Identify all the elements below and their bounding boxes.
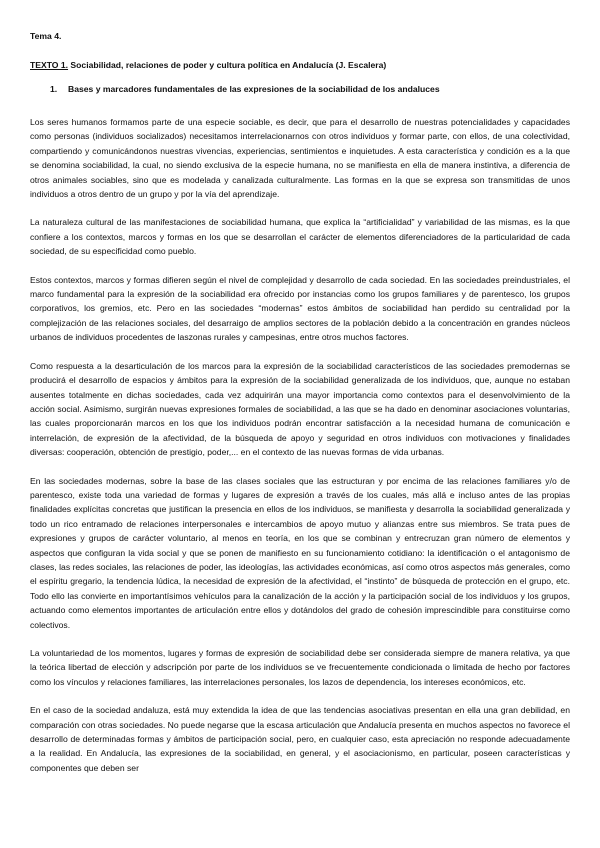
section-number: 1. bbox=[50, 84, 58, 94]
paragraph-6: La voluntariedad de los momentos, lugares y formas de expresión de sociabilidad debe ser considerada siempre de manera relativa, ya que la teórica libertad de elección y adscripción por parte de los individuos se ve frecuentemente condicionada o limitada de hecho por factores como los vínculos y relaciones familiares, las interrelaciones personales, los lazos de dependencia, los intereses económicos, etc. bbox=[30, 648, 570, 687]
paragraph-4: Como respuesta a la desarticulación de los marcos para la expresión de la sociabilidad característicos de las sociedades premodernas se producirá el desarrollo de espacios y ámbitos para la expresión de la sociabilidad generalizada de los individuos, que, aunque no estaban ausentes totalmente en dichas sociedades, cada vez adquirirán una mayor importancia como contextos para el desenvolvimiento de la acción social. Asimismo, surgirán nuevas expresiones formales de sociabilidad, a las que se ha dado en denominar asociaciones voluntarias, las cuales proporcionarán marcos en los que los individuos podrán encontrar satisfacción a la necesidad humana de comunicación e interrelación, de expresión de la afectividad, de la búsqueda de apoyo y seguridad en otros individuos con motivaciones y finalidades diversas: cooperación, obtención de prestigio, poder,... en el contexto de las nuevas formas de vida urbanas. bbox=[30, 360, 570, 458]
paragraph-7: En el caso de la sociedad andaluza, está muy extendida la idea de que las tendencias asociativas presentan en ella una gran debilidad, en comparación con otras sociedades. No puede negarse que la escasa articulación que Andalucía presenta en muchos aspectos no favorece el desarrollo de determinadas formas y ámbitos de participación social, pero, en cualquier caso, esta apreciación no responde adecuadamente a la realidad. En Andalucía, las expresiones de la sociabilidad, en general, y el asociacionismo, en particular, poseen características y componentes que deben ser bbox=[30, 705, 570, 773]
texto-title: Sociabilidad, relaciones de poder y cultura política en Andalucía (J. Escalera) bbox=[68, 60, 387, 70]
paragraph-2: La naturaleza cultural de las manifestaciones de sociabilidad humana, que explica la “artificialidad” y variabilidad de las mismas, es la que confiere a los contextos, marcos y formas en los que se desarrollan el carácter de elementos diferenciadores de la particularidad de cada sociedad, de su especificidad como pueblo. bbox=[30, 217, 570, 257]
section-title: Bases y marcadores fundamentales de las expresiones de la sociabilidad de los andaluces bbox=[68, 84, 440, 94]
paragraph-3: Estos contextos, marcos y formas difieren según el nivel de complejidad y desarrollo de cada sociedad. En las sociedades preindustriales, el marco fundamental para la expresión de la sociabilidad era ofrecido por instancias como los grupos familiares y de parentesco, los grupos corporativos, los gremios, etc. Pero en las sociedades “modernas” estos ámbitos de sociabilidad han perdido su centralidad por la complejización de las relaciones sociales, del desarraigo de amplios sectores de la población debido a la concentración en grandes núcleos urbanos de individuos procedentes de laszonas rurales y campesinas, entre otros muchos factores. bbox=[30, 274, 570, 343]
texto-tag: TEXTO 1. bbox=[30, 60, 69, 70]
tema-heading: Tema 4. bbox=[30, 31, 62, 41]
texto-heading bbox=[30, 59, 570, 71]
paragraph-5: En las sociedades modernas, sobre la base de las clases sociales que las estructuran y por encima de las relaciones familiares y/o de parentesco, existe toda una variedad de formas y lugares de expresión a través de los cuales, más allá e incluso antes de las propias finalidades explícitas concretas que justifican la presencia en ellos de los individuos, se manifiesta y desarrolla la sociabilidad generalizada y todo un rico entramado de relaciones interpersonales e intercambios de apoyo mutuo y alianzas entre sus miembros. Se trata pues de expresiones y grupos de carácter voluntario, al menos en teoría, en los que se combinan y entrecruzan gran número de elementos y aspectos que configuran la vida social y que se ponen de manifiesto en su funcionamiento cotidiano: la identificación o el antagonismo de clases, las redes sociales, las relaciones de poder, las ideologías, las actividades económicas, así como otros aspectos más generales, como el espíritu gregario, la tendencia lúdica, la necesidad de expresión de la afectividad, el “instinto” de búsqueda de protección en el grupo, etc. Todo ello las convierte en importantísimos vehículos para la canalización de la acción y la participación social de los individuos y los grupos, actuando como elementos importantes de articulación entre ellos y dotándolos del grado de cohesión imprescindible para constituirse como colectivos. bbox=[30, 475, 570, 630]
section-heading bbox=[30, 83, 570, 95]
paragraph-1: Los seres humanos formamos parte de una especie sociable, es decir, que para el desarrollo de nuestras potencialidades y capacidades como personas (individuos socializados) necesitamos interrelacionarnos con otros individuos y formar parte, con ellos, de una colectividad, compartiendo y comunicándonos nuestras vivencias, experiencias, sentimientos e inquietudes. A esta característica y condición es a la que se denomina sociabilidad, la cual, no siendo exclusiva de la especie humana, no se manifiesta en ella de manera instintiva, a diferencia de otros animales sociables, sino que es modelada y canalizada culturalmente. Las formas en la que se expresa son transmitidas de unos individuos a otros dentro de un grupo y por la vía del aprendizaje. bbox=[30, 117, 570, 200]
